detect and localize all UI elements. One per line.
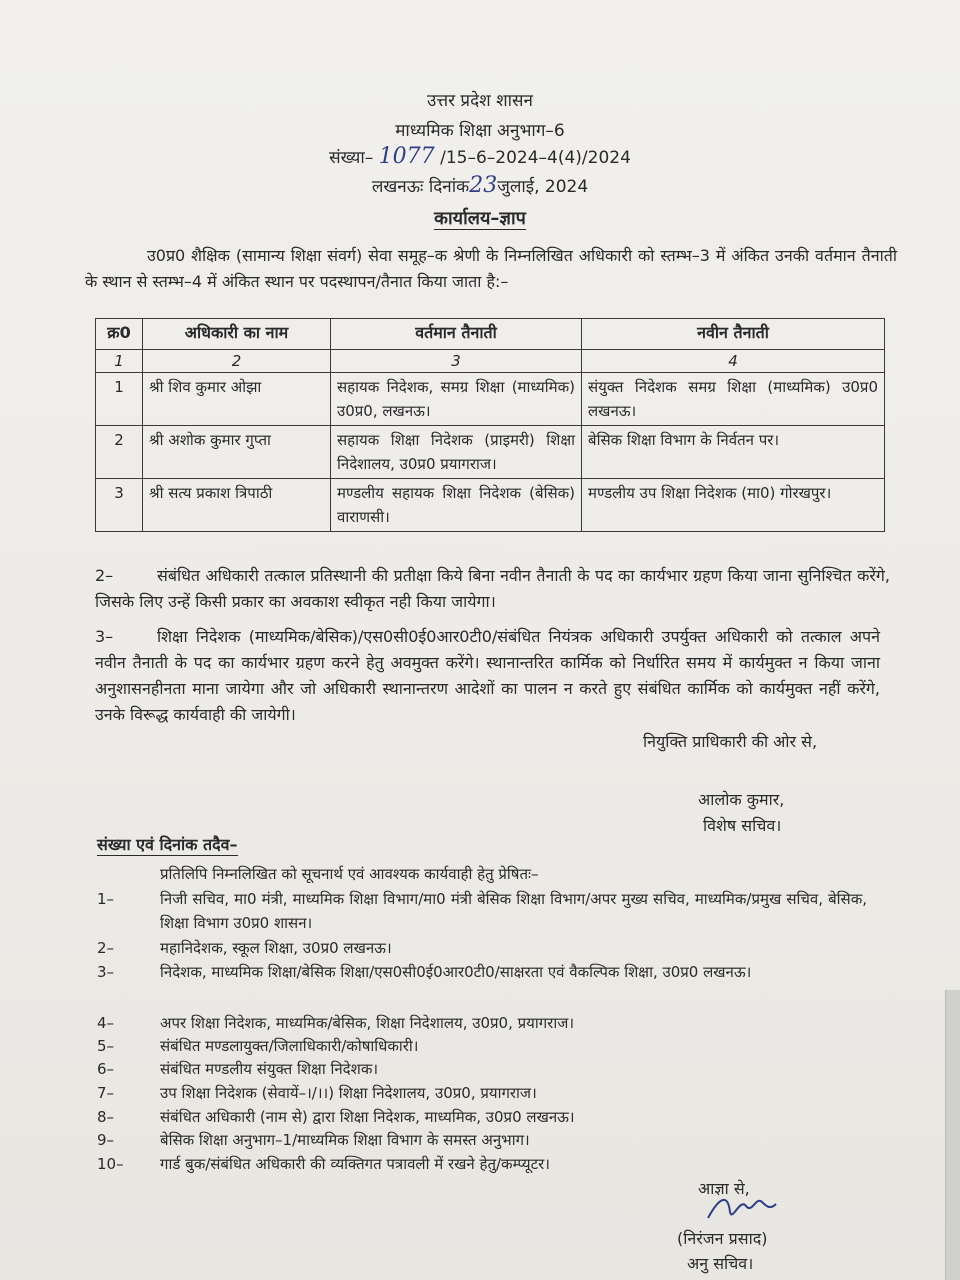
table-row: 2 श्री अशोक कुमार गुप्ता सहायक शिक्षा निदेशक (प्राइमरी) शिक्षा निदेशालय, उ0प्र0 प्रयागराज। बेसिक शिक्षा विभाग के निर्वतन पर। — [96, 426, 885, 479]
copy-heading: संख्या एवं दिनांक तदैव– — [97, 835, 238, 854]
memo-title: कार्यालय–ज्ञाप — [434, 208, 526, 229]
new-posting: मण्डलीय उप शिक्षा निदेशक (मा0) गोरखपुर। — [582, 479, 885, 532]
list-item: 10– गार्ड बुक/संबंधित अधिकारी की व्यक्तिगत पत्रावली में रखने हेतु/कम्प्यूटर। — [97, 1155, 550, 1173]
list-item: 9– बेसिक शिक्षा अनुभाग–1/माध्यमिक शिक्षा विभाग के समस्त अनुभाग। — [97, 1131, 530, 1149]
date-line: लखनऊः दिनांक23जुलाई, 2024 — [371, 173, 589, 198]
reference-number: संख्या– 1077 /15–6–2024–4(4)/2024 — [329, 144, 631, 169]
paragraph-3: 3– शिक्षा निदेशक (माध्यमिक/बेसिक)/एस0सी0ई0आर0टी0/संबंधित नियंत्रक अधिकारी उपर्युक्त अधिकारी को तत्काल अपने नवीन तैनाती के पद का कार्यभार ग्रहण करने हेतु अवमुक्त करेंगे। स्थानान्तरित कार्मिक को निर्धारित समय में कार्यमुक्त न किया जाना अनुशासनहीनता माना जायेगा और जो अधिकारी स्थानान्तरण आदेशों का पालन न करते हुए संबंधित कार्मिक को कार्यमुक्त नहीं करेंगे, उनके विरूद्ध कार्यवाही की जायेगी। — [95, 627, 880, 724]
current-posting: मण्डलीय सहायक शिक्षा निदेशक (बेसिक) वाराणसी। — [331, 479, 582, 532]
list-item: 1– निजी सचिव, मा0 मंत्री, माध्यमिक शिक्षा विभाग/मा0 मंत्री बेसिक शिक्षा विभाग/अपर मुख्य सचिव, माध्यमिक/प्रमुख सचिव, बेसिक, शिक्षा विभाग उ0प्र0 शासन। — [97, 890, 867, 932]
signatory-designation: विशेष सचिव। — [703, 816, 782, 835]
table-row: 3 श्री सत्य प्रकाश त्रिपाठी मण्डलीय सहायक शिक्षा निदेशक (बेसिक) वाराणसी। मण्डलीय उप शिक्षा निदेशक (मा0) गोरखपुर। — [96, 479, 885, 532]
current-posting: सहायक निदेशक, समग्र शिक्षा (माध्यमिक) उ0प्र0, लखनऊ। — [331, 373, 582, 426]
current-posting: सहायक शिक्षा निदेशक (प्राइमरी) शिक्षा निदेशालय, उ0प्र0 प्रयागराज। — [331, 426, 582, 479]
header-new: नवीन तैनाती — [582, 319, 885, 350]
copy-intro: प्रतिलिपि निम्नलिखित को सूचनार्थ एवं आवश्यक कार्यवाही हेतु प्रेषितः– — [160, 865, 539, 883]
header-current: वर्तमान तैनाती — [331, 319, 582, 350]
page-edge — [945, 990, 960, 1280]
list-item: 8– संबंधित अधिकारी (नाम से) द्वारा शिक्षा निदेशक, माध्यमिक, उ0प्र0 लखनऊ। — [97, 1108, 575, 1126]
table-header-row — [96, 319, 885, 350]
table-row: 1 श्री शिव कुमार ओझा सहायक निदेशक, समग्र शिक्षा (माध्यमिक) उ0प्र0, लखनऊ। संयुक्त निदेशक समग्र शिक्षा (माध्यमिक) उ0प्र0 लखनऊ। — [96, 373, 885, 426]
signatory-name: आलोक कुमार, — [698, 790, 785, 809]
closing-name: (निरंजन प्रसाद) — [677, 1229, 768, 1248]
list-item: 5– संबंधित मण्डलायुक्त/जिलाधिकारी/कोषाधिकारी। — [97, 1037, 419, 1055]
posting-table — [95, 318, 885, 532]
handwritten-ref-number: 1077 — [378, 144, 435, 169]
list-item: 7– उप शिक्षा निदेशक (सेवायें–।/।।) शिक्षा निदेशालय, उ0प्र0, प्रयागराज। — [97, 1084, 537, 1102]
list-item: 2– महानिदेशक, स्कूल शिक्षा, उ0प्र0 लखनऊ। — [97, 939, 392, 957]
paragraph-2: 2– संबंधित अधिकारी तत्काल प्रतिस्थानी की प्रतीक्षा किये बिना नवीन तैनाती के पद का कार्यभार ग्रहण किया जाना सुनिश्चित करेंगे, जिसके लिए उन्हें किसी प्रकार का अवकाश स्वीकृत नही किया जायेगा। — [95, 566, 890, 611]
officer-name: श्री सत्य प्रकाश त्रिपाठी — [143, 479, 331, 532]
section-heading: माध्यमिक शिक्षा अनुभाग–6 — [395, 121, 565, 141]
authority-line: नियुक्ति प्राधिकारी की ओर से, — [643, 732, 818, 751]
list-item: 3– निदेशक, माध्यमिक शिक्षा/बेसिक शिक्षा/एस0सी0ई0आर0टी0/साक्षरता एवं वैकल्पिक शिक्षा, उ0प्र0 लखनऊ। — [97, 963, 752, 981]
new-posting: बेसिक शिक्षा विभाग के निर्वतन पर। — [582, 426, 885, 479]
order-line: आज्ञा से, — [698, 1179, 750, 1198]
column-number-row: 1 2 3 4 — [96, 350, 885, 373]
handwritten-date-day: 23 — [469, 173, 498, 198]
new-posting: संयुक्त निदेशक समग्र शिक्षा (माध्यमिक) उ0प्र0 लखनऊ। — [582, 373, 885, 426]
officer-name: श्री शिव कुमार ओझा — [143, 373, 331, 426]
list-item: 4– अपर शिक्षा निदेशक, माध्यमिक/बेसिक, शिक्षा निदेशालय, उ0प्र0, प्रयागराज। — [97, 1014, 575, 1032]
intro-paragraph: उ0प्र0 शैक्षिक (सामान्य शिक्षा संवर्ग) सेवा समूह–क श्रेणी के निम्नलिखित अधिकारी को स्तम्भ–3 में अंकित उनकी वर्तमान तैनाती के स्थान से स्तम्भ–4 में अंकित स्थान पर पदस्थापन/तैनात किया जाता है:– — [85, 246, 897, 291]
govt-heading: उत्तर प्रदेश शासन — [427, 91, 533, 111]
handwritten-signature — [700, 1188, 780, 1228]
header-name: अधिकारी का नाम — [143, 319, 331, 350]
list-item: 6– संबंधित मण्डलीय संयुक्त शिक्षा निदेशक। — [97, 1060, 379, 1078]
header-sn: क्र0 — [96, 319, 143, 350]
officer-name: श्री अशोक कुमार गुप्ता — [143, 426, 331, 479]
closing-designation: अनु सचिव। — [687, 1254, 754, 1273]
